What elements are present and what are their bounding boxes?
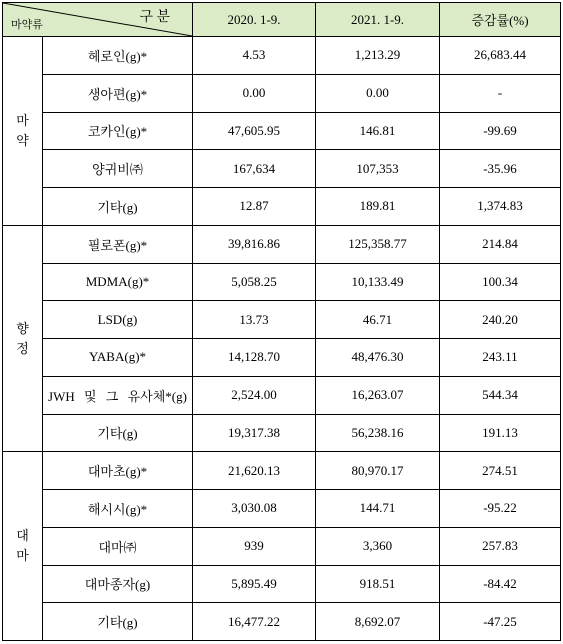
change-rate-cell: 240.20 [440, 301, 561, 339]
value-2021-cell: 3,360 [316, 527, 440, 565]
table-row [3, 490, 561, 528]
group-label-char: 정 [16, 340, 29, 356]
table-row [3, 527, 561, 565]
drug-name-cell: 생아편(g)* [43, 74, 193, 112]
table-row [3, 301, 561, 339]
value-2021-cell: 146.81 [316, 112, 440, 150]
change-rate-cell: 243.11 [440, 339, 561, 377]
change-rate-cell: -95.22 [440, 490, 561, 528]
drug-name-cell: 기타(g) [43, 414, 193, 452]
group-label-char: 대 [16, 528, 29, 544]
table-row [3, 112, 561, 150]
value-2020-cell: 13.73 [193, 301, 316, 339]
value-2021-cell: 8,692.07 [316, 603, 440, 641]
change-rate-cell: 1,374.83 [440, 188, 561, 226]
value-2020-cell: 14,128.70 [193, 339, 316, 377]
change-rate-cell: -47.25 [440, 603, 561, 641]
change-rate-cell: 274.51 [440, 452, 561, 490]
table-row [3, 225, 561, 263]
table-row [3, 376, 561, 414]
table-row [3, 188, 561, 226]
table-row [3, 74, 561, 112]
value-2020-cell: 47,605.95 [193, 112, 316, 150]
group-label-cell [3, 37, 43, 226]
drug-name-cell: YABA(g)* [43, 339, 193, 377]
change-rate-cell: 544.34 [440, 376, 561, 414]
table-row [3, 339, 561, 377]
value-2020-cell: 12.87 [193, 188, 316, 226]
change-rate-cell: 191.13 [440, 414, 561, 452]
change-rate-cell: -99.69 [440, 112, 561, 150]
change-rate-cell: -84.42 [440, 565, 561, 603]
drug-name-cell: 해시시(g)* [43, 490, 193, 528]
value-2020-cell: 2,524.00 [193, 376, 316, 414]
table-row [3, 263, 561, 301]
drug-name-cell: JWH 및 그 유사체*(g) [43, 376, 193, 414]
value-2020-cell: 5,058.25 [193, 263, 316, 301]
value-2020-cell: 21,620.13 [193, 452, 316, 490]
value-2020-cell: 16,477.22 [193, 603, 316, 641]
value-2021-cell: 0.00 [316, 74, 440, 112]
value-2021-cell: 16,263.07 [316, 376, 440, 414]
table-row [3, 565, 561, 603]
header-change: 증감률(%) [440, 3, 561, 37]
value-2020-cell: 39,816.86 [193, 225, 316, 263]
header-2021: 2021. 1-9. [316, 3, 440, 37]
table-row [3, 452, 561, 490]
group-label-cell [3, 225, 43, 452]
drug-name-cell: MDMA(g)* [43, 263, 193, 301]
drug-name-cell: 기타(g) [43, 188, 193, 226]
header-category-label: 구 분 [139, 10, 170, 25]
table-row [3, 414, 561, 452]
drug-name-cell: 양귀비㈜ [43, 150, 193, 188]
drug-name-cell: 대마㈜ [43, 527, 193, 565]
drug-seizure-table [2, 2, 561, 641]
value-2021-cell: 125,358.77 [316, 225, 440, 263]
header-2020: 2020. 1-9. [193, 3, 316, 37]
drug-name-cell: LSD(g) [43, 301, 193, 339]
group-label-char: 약 [16, 132, 29, 148]
change-rate-cell: 26,683.44 [440, 37, 561, 75]
value-2020-cell: 939 [193, 527, 316, 565]
value-2020-cell: 167,634 [193, 150, 316, 188]
value-2020-cell: 4.53 [193, 37, 316, 75]
value-2020-cell: 3,030.08 [193, 490, 316, 528]
drug-name-cell: 필로폰(g)* [43, 225, 193, 263]
value-2021-cell: 144.71 [316, 490, 440, 528]
change-rate-cell: 214.84 [440, 225, 561, 263]
value-2021-cell: 48,476.30 [316, 339, 440, 377]
table-row [3, 150, 561, 188]
group-label-cell [3, 452, 43, 641]
value-2021-cell: 107,353 [316, 150, 440, 188]
change-rate-cell: 100.34 [440, 263, 561, 301]
value-2021-cell: 1,213.29 [316, 37, 440, 75]
group-label-char: 마 [16, 548, 29, 564]
drug-name-cell: 대마종자(g) [43, 565, 193, 603]
value-2020-cell: 5,895.49 [193, 565, 316, 603]
drug-name-cell: 코카인(g)* [43, 112, 193, 150]
value-2020-cell: 0.00 [193, 74, 316, 112]
value-2020-cell: 19,317.38 [193, 414, 316, 452]
change-rate-cell: -35.96 [440, 150, 561, 188]
value-2021-cell: 10,133.49 [316, 263, 440, 301]
value-2021-cell: 189.81 [316, 188, 440, 226]
drug-name-cell: 헤로인(g)* [43, 37, 193, 75]
group-label-char: 향 [16, 320, 29, 336]
value-2021-cell: 56,238.16 [316, 414, 440, 452]
drug-name-cell: 대마초(g)* [43, 452, 193, 490]
change-rate-cell: 257.83 [440, 527, 561, 565]
value-2021-cell: 80,970.17 [316, 452, 440, 490]
drug-name-cell: 기타(g) [43, 603, 193, 641]
value-2021-cell: 46.71 [316, 301, 440, 339]
header-corner-cell [3, 3, 193, 37]
table-row [3, 603, 561, 641]
header-drug-type-label: 마약류 [11, 19, 43, 31]
table-row [3, 37, 561, 75]
change-rate-cell: - [440, 74, 561, 112]
header-row [3, 3, 561, 37]
group-label-char: 마 [16, 112, 29, 128]
value-2021-cell: 918.51 [316, 565, 440, 603]
